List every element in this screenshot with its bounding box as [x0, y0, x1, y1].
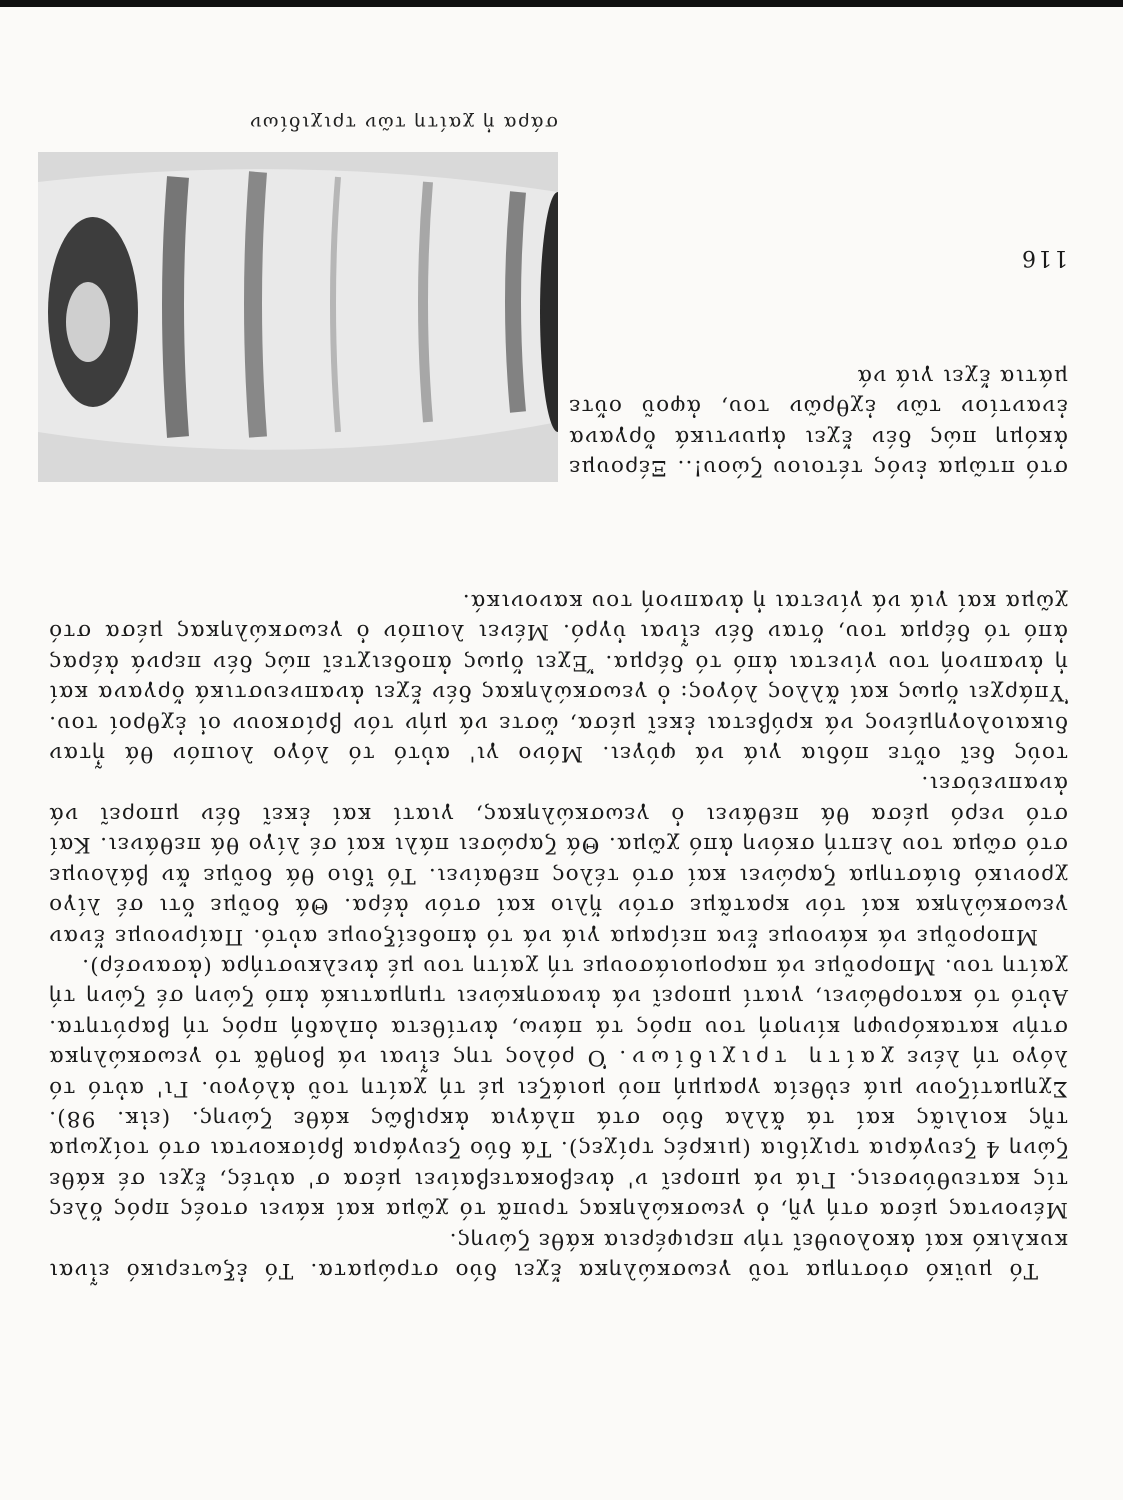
earthworm-image [38, 152, 558, 482]
paragraph: Τό μυϊκό σύστημα τοῦ γεωσκώληκα ἔχει δύο στρώματα. Τό ἐξωτερικό εἶναι κυκλικό καί ἀκολουθεῖ τήν περιφέρεια κάθε ζώνης. [48, 1227, 1068, 1283]
paragraph-text: . Ὁ ρόλος της εἶναι νά βοηθᾶ τό γεωσκώληκα στήν κατακόρυφη κίνησή του πρός τά πάνω, ἀντίθετα ὀπλαδή πρός τή βαρύτητα. Αὐτό τό κατορθώνει, γιατί μπορεῖ νά ἀνασηκώνει τμηματικά ἀπό ζώνη σέ ζώνη τή χαίτη του. Μποροῦμε νά παρομοιάσουμε τή χαίτη του μέ ἀνελκυστήρα (ἀσανσέρ). [48, 953, 1068, 1071]
body-text [48, 586, 1068, 1285]
photo-section [0, 0, 1123, 482]
paragraph: Μποροῦμε νά κάνουμε ἕνα πείραμα γιά νά τό ἀποδείξουμε αὐτό. Παίρνουμε ἕναν γεωσκώληκα καί τόν κρατᾶμε στόν ἥλιο καί στόν ἀέρα. Θά δοῦμε ὅτι σέ λίγο χρονικό διάστημα ζαρώνει καί στό τέλος πεθαίνει. Τό ἴδιο θά δοῦμε ἄν βάλουμε στό σῶμα του λεπτή σκόνη ἀπό χῶμα. Θά ζαρώσει πάλι καί σέ λίγο θά πεθάνει. Καί στό νερό μέσα θά πεθάνει ὁ γεωσκώληκας, γιατί καί ἐκεῖ δέν μπορεῖ νά ἀναπνεύσει. [48, 771, 1068, 949]
paragraph: τούς δεῖ οὔτε πόδια γιά νά φύγει. Μόνο γι' αὐτό τό λόγο λοιπόν θά ἦταν δικαιολογημένος νά κρύβεται ἐκεῖ μέσα, ὥστε νά μήν τόν βρίσκουν οἱ ἐχθροί του. Ὑπάρχει ὅμως καί ἄλλος λόγος: ὁ γεωσκώληκας δέν ἔχει ἀναπνευστικά ὄργανα καί ἡ ἀναπνοή του γίνεται ἀπό τό δέρμα. Ἔχει ὅμως ἀποδειχτεῖ πώς δέν περνά ἀέρας ἀπό τό δέρμα του, ὅταν δέν εἶναι ὑγρό. Μένει λοιπόν ὁ γεωσκώληκας μέσα στό χῶμα καί γιά νά γίνεται ἡ ἀναπνοή του κανονικά. [48, 589, 1068, 767]
spaced-term: χαίτη τριχιδίων [626, 1045, 895, 1071]
figure-caption: σάρα ἡ χαίτη τῶν τριχιδίων [248, 112, 558, 134]
paragraph-text: Μένοντας μέσα στή γῆ, ὁ γεωσκώληκας τρυπᾶ τό χῶμα καί κάνει στοές πρός ὅλες τίς κατευθύνσεις. Γιά νά μπορεῖ ν' ἀνεβοκατεβαίνει μέσα σ' αὐτές, ἔχει σέ κάθε ζώνη 4 ζευγάρια τριχίδια (μικρές τρίχες). Τά δύο ζευγάρια βρίσκονται στό τοίχωμα τῆς κοιλιᾶς καί τά ἄλλα δύο στά πλάγια ἀκριβῶς κάθε ζώνης. (εἰκ. 98). Σχηματίζουν μιά εὐθεία γραμμή πού μοιάζει μέ τή χαίτη τοῦ ἀλόγου. Γι' αὐτό τό λόγο τή λένε [48, 1045, 1068, 1223]
paragraph: στό πτῶμα ἑνός τέτοιου ζώου!.. Ξέρουμε ἀκόμη πώς δέν ἔχει ἀμυντικά ὄργανα ἐναντίον τῶν ἐχθρῶν του, ἀφοῦ οὔτε μάτια ἔχει γιά νά [568, 363, 1068, 480]
photo-side-text [568, 360, 1068, 482]
paragraph [48, 951, 1068, 1225]
earthworm-photo [38, 152, 558, 482]
page-number: 116 [1020, 245, 1068, 270]
